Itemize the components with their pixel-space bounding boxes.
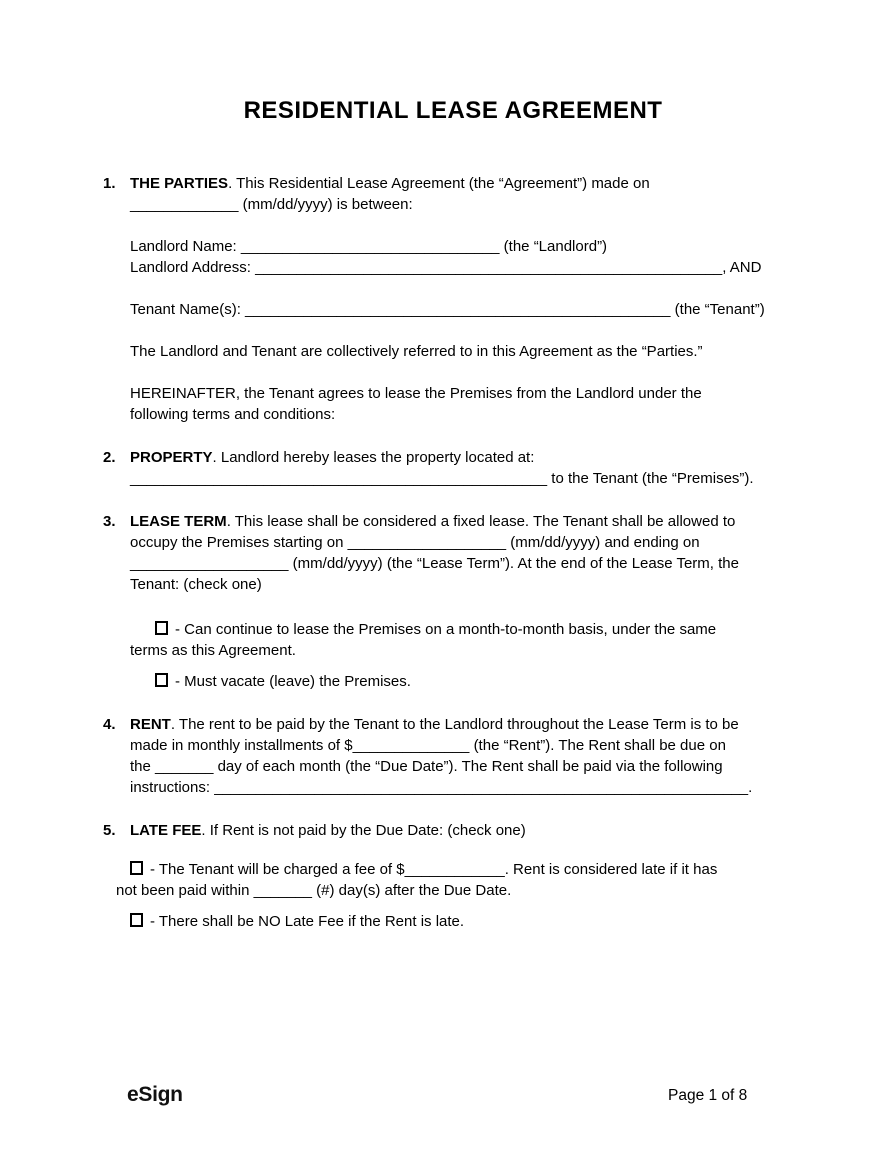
section-rent	[103, 714, 803, 798]
rent-amount-blank-line: made in monthly installments of $______________ (the “Rent”). The Rent shall be due on	[130, 737, 726, 754]
rent-instructions-blank-line: instructions: ________________________________________________________________.	[130, 779, 753, 796]
section-heading: PROPERTY	[130, 449, 213, 466]
late-fee-option-charged	[116, 859, 803, 901]
lease-start-date-blank-line: occupy the Premises starting on ___________________ (mm/dd/yyyy) and ending on	[130, 534, 700, 551]
parties-collective-paragraph: The Landlord and Tenant are collectively referred to in this Agreement as the “Parties.”	[130, 343, 703, 360]
section-lease-term	[103, 511, 803, 692]
late-fee-option-none: - There shall be NO Late Fee if the Rent is late.	[130, 911, 803, 932]
esign-logo: eSign	[127, 1083, 183, 1106]
property-intro-text: . Landlord hereby leases the property located at:	[212, 449, 535, 466]
section-heading: LEASE TERM	[130, 513, 227, 530]
section-number: 3.	[103, 513, 116, 530]
late-fee-intro-text: . If Rent is not paid by the Due Date: (check one)	[201, 822, 526, 839]
landlord-address-blank-line: Landlord Address: ________________________________________________________, AND	[130, 259, 762, 276]
continue-month-to-month-checkbox[interactable]	[155, 621, 168, 635]
hereinafter-paragraph: HEREINAFTER, the Tenant agrees to lease the Premises from the Landlord under the following terms and conditions:	[130, 385, 702, 423]
late-fee-charged-checkbox[interactable]	[130, 861, 143, 875]
must-vacate-checkbox[interactable]	[155, 673, 168, 687]
lease-term-option-month-to-month: - Can continue to lease the Premises on a month-to-month basis, under the same terms as this Agreement.	[130, 621, 717, 659]
landlord-name-blank-line: Landlord Name: _______________________________ (the “Landlord”)	[130, 238, 608, 255]
lease-term-intro-text: . This lease shall be considered a fixed lease. The Tenant shall be allowed to	[226, 513, 736, 530]
tenant-name-blank-line: Tenant Name(s): ___________________________________________________ (the “Tenant”)	[130, 301, 765, 318]
section-number: 4.	[103, 716, 116, 733]
document-title: RESIDENTIAL LEASE AGREEMENT	[243, 97, 663, 124]
section-late-fee	[103, 820, 803, 932]
rent-intro-text: . The rent to be paid by the Tenant to the Landlord throughout the Lease Term is to be	[170, 716, 739, 733]
no-late-fee-checkbox[interactable]	[130, 913, 143, 927]
section-property	[103, 447, 803, 489]
parties-intro-paragraph	[130, 173, 803, 215]
section-heading: RENT	[130, 716, 171, 733]
section-heading: THE PARTIES	[130, 175, 229, 192]
check-one-label: Tenant: (check one)	[130, 576, 262, 593]
agreement-date-blank-line: _____________ (mm/dd/yyyy) is between:	[130, 196, 413, 213]
section-number: 5.	[103, 822, 116, 839]
tenant-block	[130, 299, 803, 320]
section-the-parties	[103, 173, 803, 425]
section-heading: LATE FEE	[130, 822, 202, 839]
document-body	[103, 0, 803, 932]
lease-end-date-blank-line: ___________________ (mm/dd/yyyy) (the “Lease Term”). At the end of the Lease Term, the	[130, 555, 739, 572]
parties-intro-text: . This Residential Lease Agreement (the “Agreement”) made on	[228, 175, 650, 192]
late-fee-days-blank-line: not been paid within _______ (#) day(s) after the Due Date.	[116, 882, 512, 899]
landlord-block	[130, 236, 803, 278]
rent-due-day-blank-line: the _______ day of each month (the “Due Date”). The Rent shall be paid via the following	[130, 758, 723, 775]
lease-term-option-must-vacate: - Must vacate (leave) the Premises.	[130, 671, 803, 692]
late-fee-amount-blank-line: - The Tenant will be charged a fee of $____________. Rent is considered late if it has	[150, 861, 718, 878]
section-number: 1.	[103, 175, 116, 192]
page-number-label: Page 1 of 8	[668, 1087, 748, 1104]
lease-term-paragraph	[130, 511, 803, 595]
section-number: 2.	[103, 449, 116, 466]
property-address-blank-line: __________________________________________________ to the Tenant (the “Premises”).	[130, 470, 754, 487]
